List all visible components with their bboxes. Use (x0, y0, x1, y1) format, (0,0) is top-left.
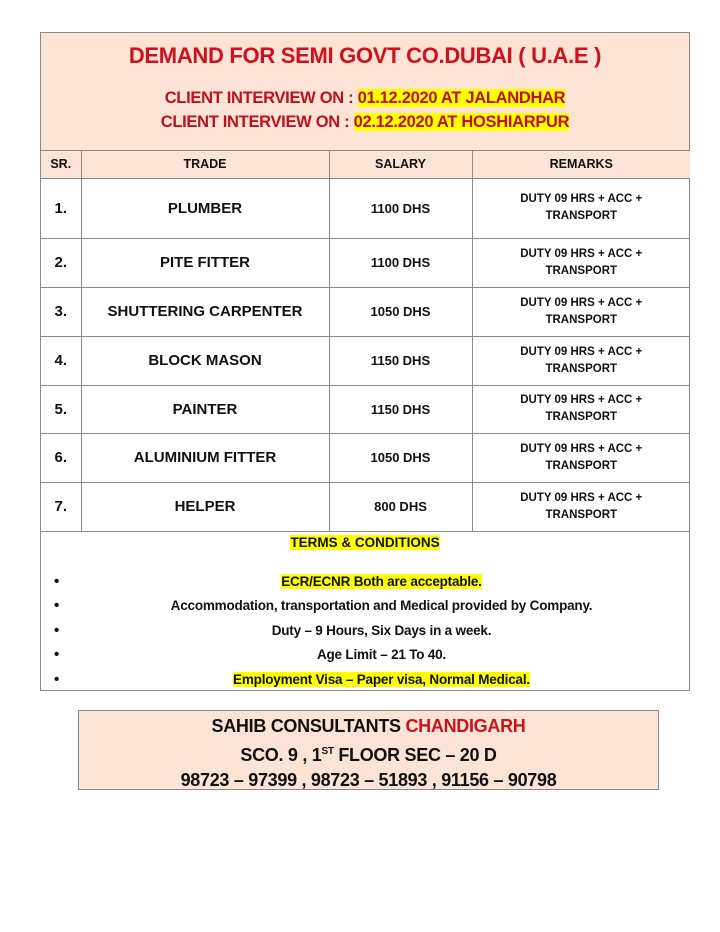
address-pre: SCO. 9 , 1 (240, 745, 322, 765)
sr-cell: 4. (41, 336, 81, 385)
remarks-cell: DUTY 09 HRS + ACC + TRANSPORT (472, 482, 690, 531)
table-row (41, 287, 690, 336)
term-text: Duty – 9 Hours, Six Days in a week. (271, 622, 492, 638)
trade-cell: SHUTTERING CARPENTER (81, 287, 329, 336)
salary-cell: 800 DHS (329, 482, 472, 531)
interview-line-1 (41, 86, 689, 110)
address-sup: ST (321, 746, 334, 757)
term-text: Employment Visa – Paper visa, Normal Medical. (233, 671, 530, 687)
interview-detail: 01.12.2020 AT JALANDHAR (357, 89, 566, 107)
remarks-cell: DUTY 09 HRS + ACC + TRANSPORT (472, 433, 690, 482)
col-trade: TRADE (81, 151, 329, 178)
terms-title: TERMS & CONDITIONS (290, 534, 440, 550)
term-text: ECR/ECNR Both are acceptable. (281, 573, 482, 589)
trades-table (41, 151, 690, 532)
term-item (54, 668, 689, 693)
term-item (54, 643, 689, 668)
remarks-cell: DUTY 09 HRS + ACC + TRANSPORT (472, 336, 690, 385)
col-remarks: REMARKS (472, 151, 690, 178)
salary-cell: 1150 DHS (329, 336, 472, 385)
interview-label: CLIENT INTERVIEW ON : (160, 113, 354, 131)
address-line (79, 739, 658, 768)
company-name: SAHIB CONSULTANTS (211, 716, 406, 736)
table-row (41, 336, 690, 385)
interview-label: CLIENT INTERVIEW ON : (164, 89, 358, 107)
salary-cell: 1050 DHS (329, 433, 472, 482)
sr-cell: 2. (41, 238, 81, 287)
sr-cell: 1. (41, 178, 81, 238)
col-salary: SALARY (329, 151, 472, 178)
table-row (41, 482, 690, 531)
trade-cell: PITE FITTER (81, 238, 329, 287)
sr-cell: 6. (41, 433, 81, 482)
table-row (41, 238, 690, 287)
salary-cell: 1150 DHS (329, 385, 472, 433)
document-header (41, 33, 689, 151)
terms-list (41, 570, 689, 693)
contact-box (78, 710, 659, 790)
table-row (41, 433, 690, 482)
table-header-row (41, 151, 690, 178)
remarks-cell: DUTY 09 HRS + ACC + TRANSPORT (472, 238, 690, 287)
term-item (54, 619, 689, 644)
document-title: DEMAND FOR SEMI GOVT CO.DUBAI ( U.A.E ) (128, 43, 602, 68)
table-row (41, 178, 690, 238)
trade-cell: HELPER (81, 482, 329, 531)
interview-detail: 02.12.2020 AT HOSHIARPUR (353, 113, 570, 131)
phone-line: 98723 – 97399 , 98723 – 51893 , 91156 – 90798 (180, 770, 557, 790)
term-item (54, 594, 689, 619)
trade-cell: PAINTER (81, 385, 329, 433)
company-city: CHANDIGARH (405, 716, 526, 736)
demand-document (40, 32, 690, 691)
interview-line-2 (41, 110, 689, 134)
remarks-cell: DUTY 09 HRS + ACC + TRANSPORT (472, 178, 690, 238)
table-row (41, 385, 690, 433)
salary-cell: 1100 DHS (329, 238, 472, 287)
company-line (79, 714, 658, 739)
salary-cell: 1050 DHS (329, 287, 472, 336)
sr-cell: 5. (41, 385, 81, 433)
term-text: Accommodation, transportation and Medical provided by Company. (170, 598, 593, 613)
term-text: Age Limit – 21 To 40. (316, 647, 447, 662)
salary-cell: 1100 DHS (329, 178, 472, 238)
remarks-cell: DUTY 09 HRS + ACC + TRANSPORT (472, 287, 690, 336)
trade-cell: BLOCK MASON (81, 336, 329, 385)
term-item (54, 570, 689, 595)
terms-section (41, 532, 689, 693)
address-post: FLOOR SEC – 20 D (333, 745, 497, 765)
trade-cell: PLUMBER (81, 178, 329, 238)
col-sr: SR. (41, 151, 81, 178)
sr-cell: 7. (41, 482, 81, 531)
sr-cell: 3. (41, 287, 81, 336)
remarks-cell: DUTY 09 HRS + ACC + TRANSPORT (472, 385, 690, 433)
trade-cell: ALUMINIUM FITTER (81, 433, 329, 482)
